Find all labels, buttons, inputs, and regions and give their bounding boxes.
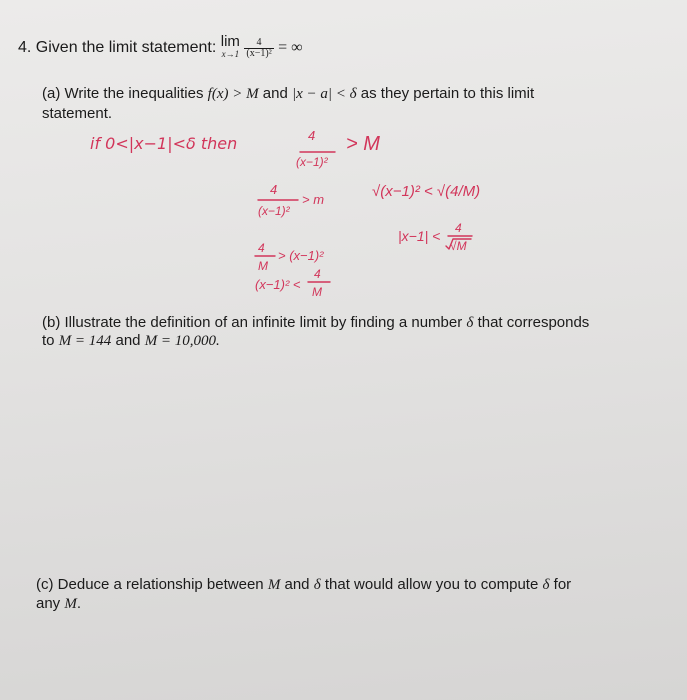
part-a-line-2: statement. — [42, 105, 113, 122]
part-a-label: (a) — [42, 85, 61, 102]
part-c-period: . — [76, 595, 82, 612]
part-c-m2: M — [64, 596, 77, 612]
hw-right-sqrt-inequality: √(x−1)² < √(4/M) — [372, 183, 481, 200]
hw-step3-den: M — [312, 285, 322, 299]
part-c-label: (c) — [36, 576, 54, 593]
part-b-label: (b) — [42, 314, 61, 331]
limit-fraction-numerator: 4 — [244, 38, 273, 49]
limit-fraction-denominator: (x−1)² — [246, 47, 272, 59]
part-a-text-2: as they pertain to this limit — [360, 85, 535, 102]
hw-right-den: √M — [450, 239, 467, 253]
limit-value: = ∞ — [278, 39, 303, 57]
part-c-for: for — [553, 576, 572, 593]
problem-intro: Given the limit statement: — [35, 39, 217, 57]
part-b-and: and — [115, 332, 141, 349]
part-c-m: M — [267, 577, 281, 593]
hw-step3-num: 4 — [314, 267, 321, 281]
part-b-m2: M = 10,000. — [144, 333, 220, 349]
hw-step2-gt: > (x−1)² — [278, 248, 324, 263]
part-c-any: any — [36, 595, 61, 612]
part-c-text-1: Deduce a relationship between — [57, 576, 264, 593]
hw-right-num: 4 — [455, 221, 462, 235]
part-c-delta-2: δ — [542, 577, 550, 593]
hw-step2-den: M — [258, 259, 268, 273]
part-c-line-2 — [36, 594, 81, 614]
limit-word: lim — [220, 33, 240, 50]
hw-step1-gt: > m — [302, 192, 325, 207]
part-a-text-1: Write the inequalities — [64, 85, 204, 102]
hw-step2-num: 4 — [258, 241, 265, 255]
part-b-to: to — [42, 332, 55, 349]
part-c-delta: δ — [313, 577, 321, 593]
part-b-delta: δ — [466, 315, 474, 331]
hw-step1-den: (x−1)² — [258, 204, 290, 218]
hw-line1-den: (x−1)² — [296, 155, 328, 169]
part-c-text-end: that would allow you to compute — [324, 576, 539, 593]
hw-step1-num: 4 — [270, 182, 278, 197]
hw-line1-gt-m: > M — [346, 133, 380, 155]
part-c-line-1 — [36, 575, 571, 595]
hw-line1-condition: if 0<|x−1|<δ then — [90, 134, 238, 153]
limit-subscript: x→1 — [221, 49, 240, 59]
part-b-text-end: that corresponds — [477, 314, 590, 331]
part-a-fx: f(x) > M — [207, 86, 259, 102]
part-b-text-1: Illustrate the definition of an infinite limit by finding a number — [64, 314, 463, 331]
part-b-line-1 — [42, 313, 589, 333]
problem-number: 4. — [18, 39, 32, 57]
hw-line1-num: 4 — [308, 128, 316, 143]
part-b-line-2 — [42, 331, 220, 351]
part-a-abs: |x − a| < δ — [291, 86, 357, 102]
hw-right-lhs: |x−1| < — [398, 228, 441, 244]
part-a-and: and — [262, 85, 288, 102]
part-b-m1: M = 144 — [58, 333, 112, 349]
part-c-and: and — [284, 576, 310, 593]
hw-step3-lhs: (x−1)² < — [255, 277, 301, 292]
